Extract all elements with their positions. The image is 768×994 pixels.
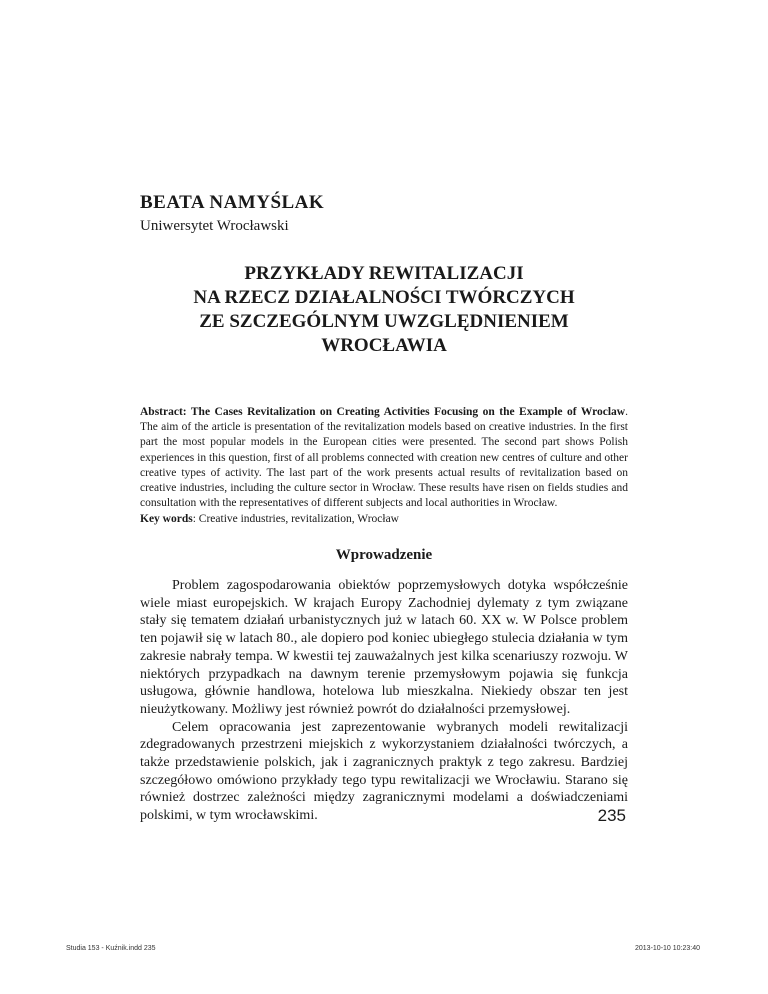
keywords-label: Key words bbox=[140, 513, 193, 525]
print-slug-file: Studia 153 - Kuźnik.indd 235 bbox=[66, 945, 156, 952]
keywords-text: : Creative industries, revitalization, Wrocław bbox=[192, 513, 399, 525]
author-affiliation: Uniwersytet Wrocławski bbox=[140, 218, 289, 234]
page-number: 235 bbox=[597, 806, 626, 825]
article-title bbox=[140, 262, 628, 358]
title-line: PRZYKŁADY REWITALIZACJI bbox=[244, 263, 524, 284]
author-name: BEATA NAMYŚLAK bbox=[140, 192, 325, 213]
abstract bbox=[140, 405, 628, 511]
title-line: ZE SZCZEGÓLNYM UWZGLĘDNIENIEM bbox=[199, 311, 569, 332]
abstract-label: Abstract: The Cases Revitalization on Creating Activities Focusing on the Example of Wroclaw bbox=[140, 406, 626, 418]
body-paragraph: Celem opracowania jest zaprezentowanie wybranych modeli rewitalizacji zdegradowanych przestrzeni miejskich z wykorzystaniem działalności twórczych, a także przedstawienie polskich, jak i zagranicznych praktyk z tego zakresu. Bardziej szczegółowo omówiono przykłady tego typu rewitalizacji we Wrocławiu. Starano się również dostrzec zależności między zagranicznymi modelami a doświadczeniami polskimi, w tym wrocławskimi. bbox=[140, 719, 628, 824]
body-paragraph: Problem zagospodarowania obiektów poprzemysłowych dotyka współcześnie wiele miast europejskich. W krajach Europy Zachodniej dylematy z tym związane stały się tematem działań urbanistycznych już w latach 60. XX w. W Polsce problem ten pojawił się w latach 80., ale dopiero pod koniec ubiegłego stulecia działania w tym zakresie nabrały tempa. W kwestii tej zauważalnych jest kilka scenariuszy rozwoju. W niektórych przypadkach na dawnym terenie przemysłowym pojawia się funkcja usługowa, głównie handlowa, hotelowa lub mieszkalna. Niekiedy obszar ten jest nieużytkowany. Możliwy jest również powrót do działalności przemysłowej. bbox=[140, 578, 628, 717]
keywords bbox=[140, 512, 628, 527]
section-heading: Wprowadzenie bbox=[335, 547, 433, 563]
title-line: NA RZECZ DZIAŁALNOŚCI TWÓRCZYCH bbox=[193, 287, 575, 308]
abstract-text: . The aim of the article is presentation of the revitalization models based on creative industries. In the first part the most popular models in the European cities were presented. The second part shows Polish experiences in this question, first of all problems connected with creation new centres of culture and other creative types of activity. The last part of the work presents actual results of revitalization based on creative industries, including the culture sector in Wrocław. These results have risen on fields studies and consultation with the representatives of different subjects and local authorities in Wrocław. bbox=[140, 406, 628, 510]
print-slug-timestamp: 2013-10-10 10:23:40 bbox=[635, 945, 700, 952]
body-text bbox=[140, 577, 628, 825]
title-line: WROCŁAWIA bbox=[321, 335, 447, 356]
